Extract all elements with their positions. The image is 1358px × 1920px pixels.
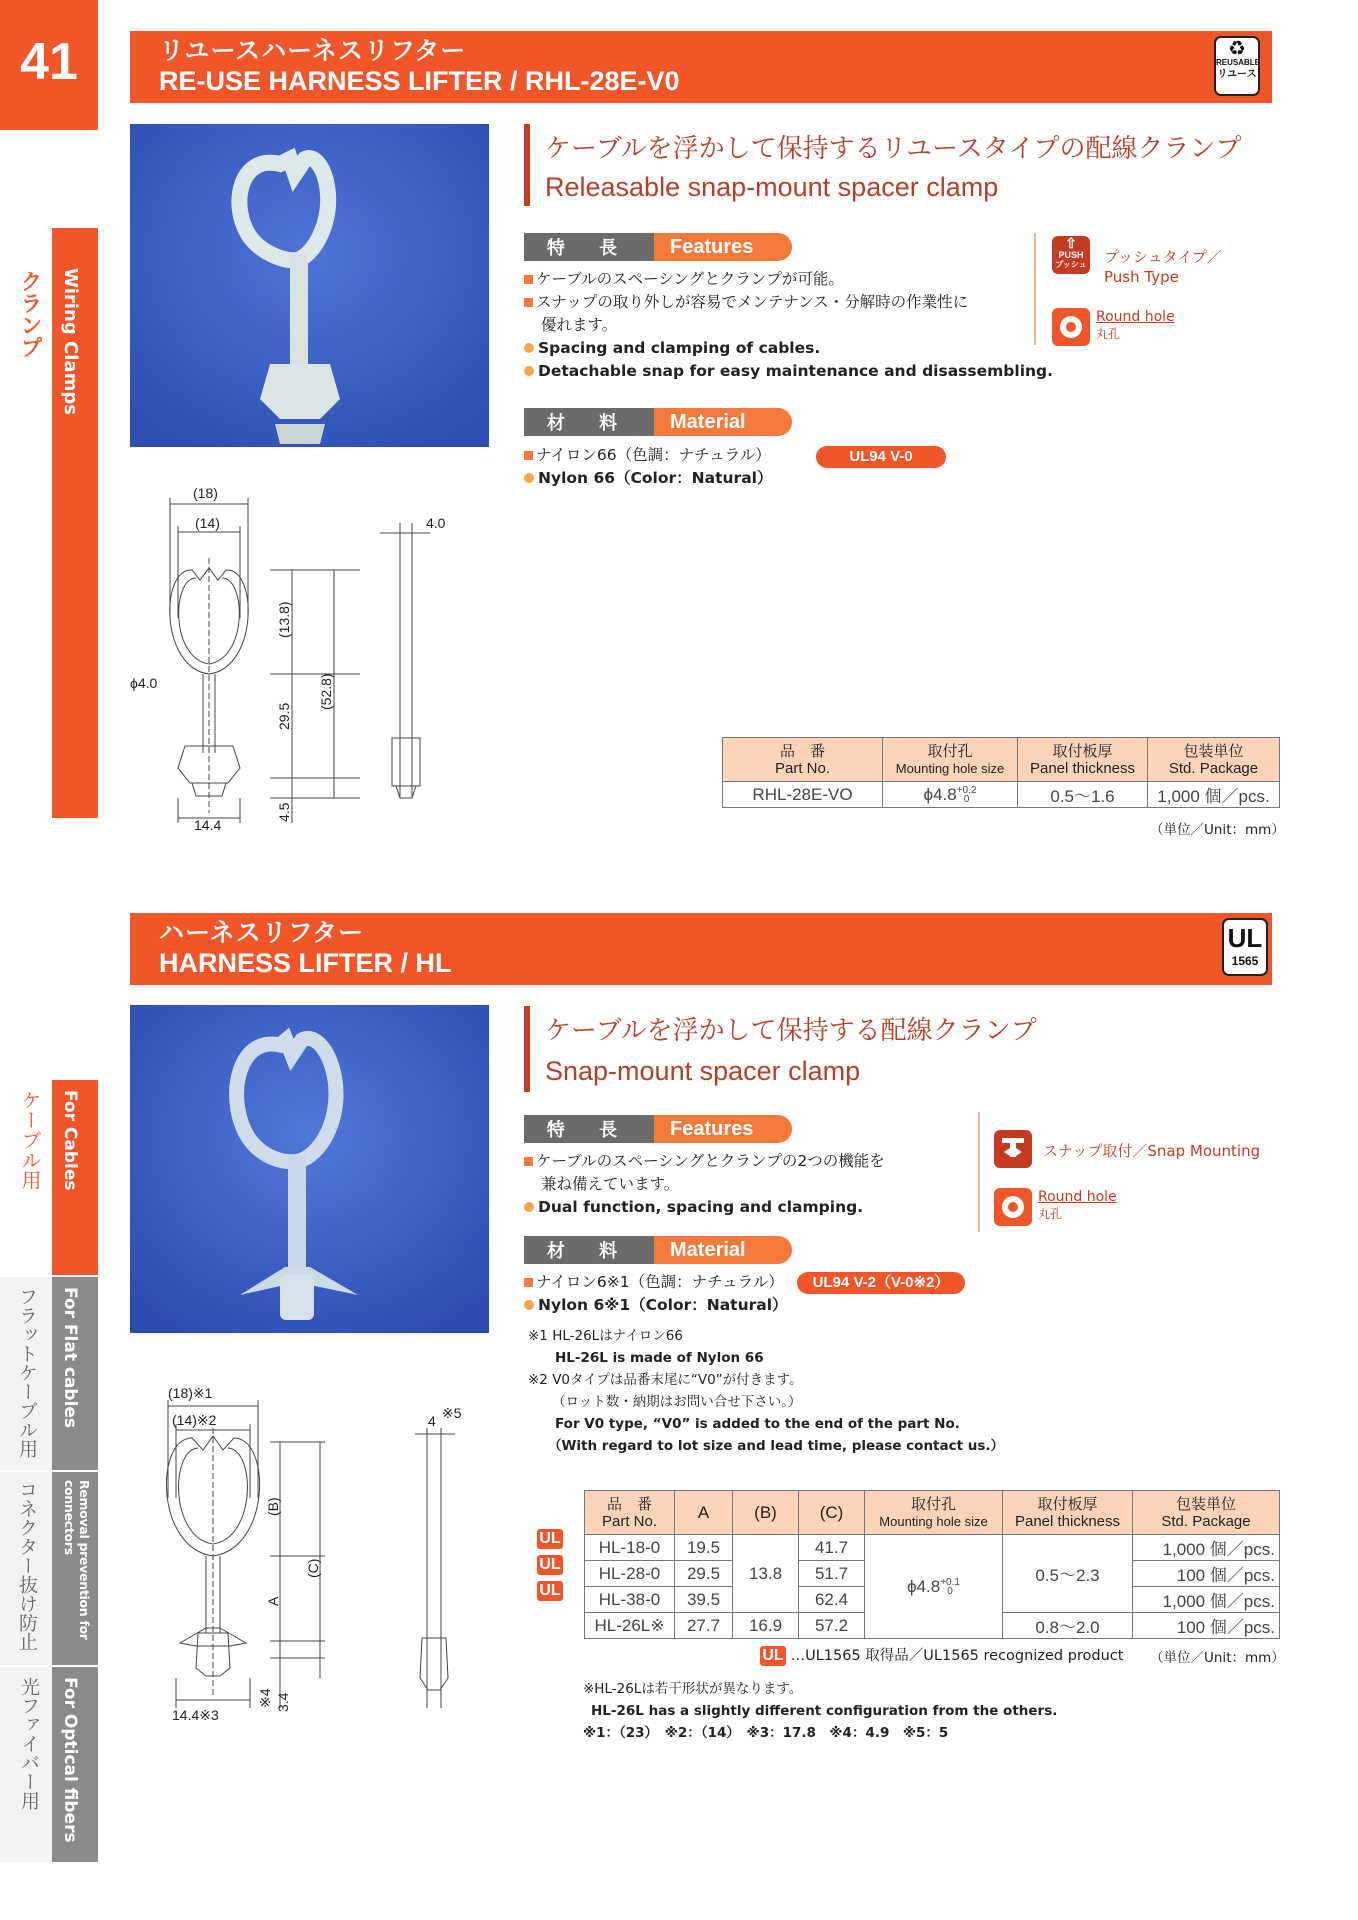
th-hole-jp: 取付孔 <box>927 742 973 760</box>
side-tab-optical-jp: 光ファイバー用 <box>18 1677 40 1810</box>
feature-jp-1: ケーブルのスペーシングとクランプが可能。 <box>536 270 844 288</box>
hole-tol-up: +0.2 <box>956 785 977 797</box>
feature-jp-3: 優れます。 <box>541 316 618 334</box>
row3-part: HL-38-0 <box>585 1587 675 1613</box>
snap-mount-icon <box>994 1130 1032 1168</box>
dim2-18: (18)※1 <box>168 1385 213 1401</box>
hole-common <box>865 1535 1003 1639</box>
th2-c: (C) <box>799 1491 865 1535</box>
side-tab-connectors-en: Removal prevention for connectors <box>62 1480 92 1640</box>
feature-en-1: Spacing and clamping of cables. <box>538 339 821 357</box>
reusable-badge <box>1214 36 1260 96</box>
row4-c: 57.2 <box>799 1613 865 1639</box>
dim-45: 4.5 <box>276 802 292 822</box>
section2-heading-en: Snap-mount spacer clamp <box>545 1056 861 1086</box>
section1-material-text <box>524 444 772 490</box>
round-hole-label-jp: 丸孔 <box>1096 327 1121 341</box>
dim2-C: (C) <box>305 1558 321 1578</box>
feature-jp-2: スナップの取り外しが容易でメンテナンス・分解時の作業性に <box>536 293 969 311</box>
dim2-14: (14)※2 <box>172 1412 217 1428</box>
section2-material-text <box>524 1271 788 1317</box>
section1-heading-jp: ケーブルを浮かして保持するリユースタイプの配線クランプ <box>545 134 1242 164</box>
side-tab-connectors-jp: コネクター抜け防止 <box>16 1480 38 1651</box>
row3-a: 39.5 <box>675 1587 733 1613</box>
product-photo-hl <box>130 1005 489 1333</box>
section2-notes <box>528 1325 1004 1457</box>
panel-common: 0.5～2.3 <box>1003 1535 1133 1613</box>
side-tab-clamps-en: Wiring Clamps <box>60 268 81 415</box>
row1-pkg: 1,000 個／pcs. <box>1133 1535 1280 1561</box>
push-icon-text: PUSH <box>1058 250 1084 260</box>
ul-badge-top: UL <box>1227 923 1263 953</box>
side-tab-flat-en: For Flat cables <box>60 1287 80 1429</box>
section2-features-label <box>524 1115 792 1143</box>
row4-part: HL-26L※ <box>585 1613 675 1639</box>
row2-a: 29.5 <box>675 1561 733 1587</box>
row4-pkg: 100 個／pcs. <box>1133 1613 1280 1639</box>
section1-material-rating: UL94 V-0 <box>816 446 946 468</box>
section2-title-jp: ハーネスリフター <box>159 918 365 947</box>
feature-en-2: Detachable snap for easy maintenance and disassembling. <box>538 362 1054 380</box>
row4-a: 27.7 <box>675 1613 733 1639</box>
side-tab-cables-en: For Cables <box>60 1090 80 1191</box>
section1-heading-en: Releasable snap-mount spacer clamp <box>545 172 999 202</box>
th-pkg-en: Std. Package <box>1168 759 1259 777</box>
section1-technical-drawing <box>130 478 460 838</box>
ul-mark-1: UL <box>537 1529 563 1549</box>
dim-528: (52.8) <box>318 673 334 710</box>
section2-material-label <box>524 1236 792 1264</box>
th-panel-en: Panel thickness <box>1029 759 1136 777</box>
hole-tol-dn: 0 <box>963 794 970 806</box>
row1-c: 41.7 <box>799 1535 865 1561</box>
footnote-2: HL-26L has a slightly different configuration from the others. <box>591 1703 1058 1719</box>
hole2-tol-dn: 0 <box>947 1586 953 1598</box>
th-part-jp: 品 番 <box>779 742 825 760</box>
push-icon-sub: プッシュ <box>1055 260 1087 269</box>
dim2-144: 14.4※3 <box>172 1707 219 1723</box>
th2-panel-jp: 取付板厚 <box>1037 1495 1098 1513</box>
table-row <box>585 1535 1280 1561</box>
section1-title-en: RE-USE HARNESS LIFTER / RHL-28E-V0 <box>159 66 680 96</box>
material-jp: ナイロン66（色調：ナチュラル） <box>536 446 771 464</box>
features-label-en: Features <box>654 233 792 261</box>
side-tab-connectors[interactable] <box>0 1472 98 1665</box>
row2-part: HL-28-0 <box>585 1561 675 1587</box>
round-hole-label-en[interactable]: Round hole <box>1096 309 1175 325</box>
side-tab-optical-en: For Optical fibers <box>60 1677 80 1843</box>
th2-b: (B) <box>733 1491 799 1535</box>
section2-spec-table <box>584 1490 1280 1639</box>
section2-features-list <box>524 1150 885 1219</box>
material-label-en: Material <box>654 408 792 436</box>
b-common: 13.8 <box>733 1535 799 1613</box>
hole2-size: ϕ4.8 <box>907 1576 941 1596</box>
th2-part-jp: 品 番 <box>606 1495 652 1513</box>
hole2-tol-up: +0.1 <box>940 1577 960 1589</box>
dim-144: 14.4 <box>194 817 222 833</box>
dim2-B: (B) <box>265 1497 281 1516</box>
th2-a: A <box>675 1491 733 1535</box>
hole-size: ϕ4.8 <box>923 784 957 804</box>
cell-pkg: 1,000 個／pcs. <box>1148 782 1280 808</box>
panel-last: 0.8～2.0 <box>1003 1613 1133 1639</box>
side-tab-clamps-jp-text: クランプ <box>17 270 42 358</box>
round-hole-icon <box>1052 308 1090 346</box>
side-tab-flat-jp: フラットケーブル用 <box>16 1287 38 1458</box>
dim2-s5: ※5 <box>442 1405 462 1421</box>
note-2-jp-b: （ロット数・納期はお問い合せ下さい。） <box>552 1394 802 1410</box>
features2-label-jp: 特 長 <box>524 1115 654 1143</box>
th2-hole-en: Mounting hole size <box>879 1513 988 1529</box>
footnote-1: ※HL-26Lは若干形状が異なります。 <box>583 1681 803 1697</box>
section2-footnotes <box>583 1678 1057 1744</box>
row2-c: 51.7 <box>799 1561 865 1587</box>
dim-18: (18) <box>193 485 218 501</box>
features-label-jp: 特 長 <box>524 233 654 261</box>
note-1-en: HL-26L is made of Nylon 66 <box>555 1350 764 1366</box>
snap-mount-label: スナップ取付／Snap Mounting <box>1043 1142 1261 1160</box>
dim-14: (14) <box>195 515 220 531</box>
material2-label-jp: 材 料 <box>524 1236 654 1264</box>
features2-label-en: Features <box>654 1115 792 1143</box>
note-2-jp: ※2 V0タイプは品番末尾に“V0”が付きます。 <box>528 1372 803 1388</box>
round-hole-label-en-2[interactable]: Round hole <box>1038 1189 1117 1205</box>
th-part-en: Part No. <box>774 759 831 777</box>
th-panel-jp: 取付板厚 <box>1052 742 1113 760</box>
reusable-badge-top: REUSABLE <box>1216 58 1261 67</box>
dim-138: (13.8) <box>276 601 292 638</box>
side-tab-flat[interactable] <box>0 1277 98 1470</box>
dim-295: 29.5 <box>276 702 292 730</box>
note-2-en-b: （With regard to lot size and lead time, please contact us.） <box>548 1438 1005 1454</box>
push-type-label-jp: プッシュタイプ／ <box>1104 248 1222 266</box>
feature2-jp-2: 兼ね備えています。 <box>541 1175 680 1193</box>
section1-material-label <box>524 408 792 436</box>
feature2-jp-1: ケーブルのスペーシングとクランプの2つの機能を <box>536 1152 885 1170</box>
ul-legend-text: …UL1565 取得品／UL1565 recognized product <box>790 1648 1124 1664</box>
material2-jp: ナイロン6※1（色調：ナチュラル） <box>536 1273 784 1291</box>
page-number: 41 <box>0 0 98 130</box>
th2-pkg-jp: 包装単位 <box>1175 1495 1236 1513</box>
ul-mark-2: UL <box>537 1555 563 1575</box>
cell-part: RHL-28E-VO <box>723 782 883 808</box>
footnote-3: ※1：（23） ※2：（14） ※3：17.8 ※4：4.9 ※5：5 <box>583 1725 949 1741</box>
section1-title-jp: リユースハーネスリフター <box>159 36 467 65</box>
section1-features-list <box>524 268 1053 383</box>
section2-material-rating: UL94 V-2（V-0※2） <box>797 1272 965 1294</box>
push-type-label-en: Push Type <box>1104 268 1179 286</box>
ul-legend <box>760 1644 1123 1666</box>
row1-a: 19.5 <box>675 1535 733 1561</box>
reusable-badge-bottom: リユース <box>1217 69 1257 80</box>
section1-spec-table <box>722 737 1280 808</box>
ul-badge-bottom: 1565 <box>1231 954 1259 968</box>
th2-panel-en: Panel thickness <box>1014 1512 1121 1530</box>
row3-pkg: 1,000 個／pcs. <box>1133 1587 1280 1613</box>
material-label-jp: 材 料 <box>524 408 654 436</box>
th2-hole-jp: 取付孔 <box>910 1495 956 1513</box>
round-hole-label-jp-2: 丸孔 <box>1038 1207 1063 1221</box>
th2-part-en: Part No. <box>601 1512 658 1530</box>
section2-technical-drawing <box>130 1378 475 1738</box>
row2-pkg: 100 個／pcs. <box>1133 1561 1280 1587</box>
cell-hole <box>883 782 1018 808</box>
push-type-icon: ⇧ PUSH プッシュ <box>1052 236 1090 274</box>
note-2-en: For V0 type, “V0” is added to the end of the part No. <box>555 1416 960 1432</box>
section2-unit: （単位／Unit：mm） <box>1150 1650 1285 1666</box>
dim2-A: A <box>265 1596 281 1606</box>
dim-40: 4.0 <box>426 515 446 531</box>
dim2-s4: ※4 <box>257 1688 273 1708</box>
product-photo-rhl <box>130 124 489 447</box>
b-last: 16.9 <box>733 1613 799 1639</box>
material2-label-en: Material <box>654 1236 792 1264</box>
side-tab-cables[interactable] <box>0 1080 98 1275</box>
feature2-en-1: Dual function, spacing and clamping. <box>538 1198 864 1216</box>
material2-en: Nylon 6※1（Color：Natural） <box>538 1296 788 1314</box>
ul-markers <box>537 1522 563 1600</box>
th-pkg-jp: 包装単位 <box>1183 742 1244 760</box>
row3-c: 62.4 <box>799 1587 865 1613</box>
section2-title-en: HARNESS LIFTER / HL <box>159 948 452 978</box>
ul-legend-mark: UL <box>760 1646 786 1666</box>
ul-mark-3: UL <box>537 1581 563 1601</box>
dim2-4: 4 <box>428 1413 436 1429</box>
section2-banner <box>130 913 1272 985</box>
dim2-34: 3.4 <box>275 1692 291 1712</box>
section1-banner <box>130 31 1272 103</box>
material-en: Nylon 66（Color：Natural） <box>538 469 773 487</box>
ul1565-badge <box>1222 918 1268 976</box>
side-tab-optical[interactable] <box>0 1667 98 1862</box>
recycle-icon: ♻ <box>1228 38 1246 60</box>
side-tab-cables-jp: ケーブル用 <box>18 1090 42 1190</box>
section2-heading-jp: ケーブルを浮かして保持する配線クランプ <box>545 1016 1037 1046</box>
cell-panel: 0.5～1.6 <box>1018 782 1148 808</box>
round-hole-icon-2 <box>994 1188 1032 1226</box>
note-1-jp: ※1 HL-26Lはナイロン66 <box>528 1328 683 1344</box>
section1-unit: （単位／Unit：mm） <box>1150 822 1285 838</box>
th2-pkg-en: Std. Package <box>1161 1512 1251 1530</box>
dim-phi: ϕ4.0 <box>130 675 158 691</box>
th-hole-en: Mounting hole size <box>895 760 1005 776</box>
section1-features-label <box>524 233 792 261</box>
row1-part: HL-18-0 <box>585 1535 675 1561</box>
